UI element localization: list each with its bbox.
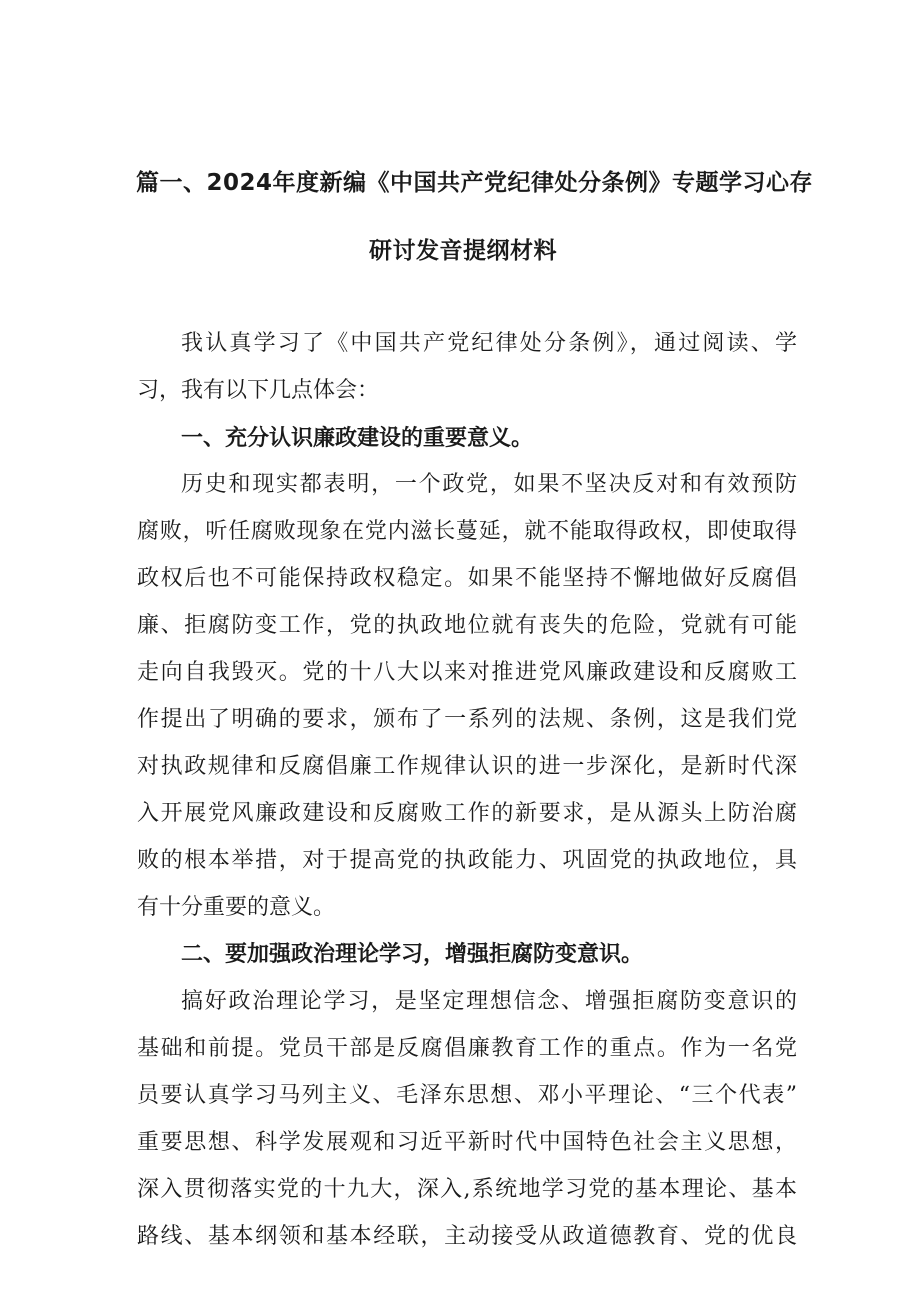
section-1-line-8: 入开展党风廉政建设和反腐败工作的新要求，是从源头上防治腐	[137, 801, 797, 826]
document-title-line-1: 篇一、2024年度新编《中国共产党纪律处分条例》专题学习心存	[136, 170, 814, 196]
intro-line-1: 我认真学习了《中国共产党纪律处分条例》，通过阅读、学	[181, 331, 797, 356]
section-2-line-5: 深入贯彻落实党的十九大，深入,系统地学习党的基本理论、基本	[137, 1177, 797, 1202]
section-1-line-10: 有十分重要的意义。	[137, 895, 336, 920]
section-1-line-1: 历史和现实都表明，一个政党，如果不坚决反对和有效预防	[181, 472, 797, 497]
section-2-line-1: 搞好政治理论学习，是坚定理想信念、增强拒腐防变意识的	[181, 989, 797, 1014]
section-1-heading: 一、充分认识廉政建设的重要意义。	[181, 426, 534, 451]
section-1-line-5: 走向自我毁灭。党的十八大以来对推进党风廉政建设和反腐败工	[137, 660, 797, 685]
section-2-line-4: 重要思想、科学发展观和习近平新时代中国特色社会主义思想，	[137, 1130, 797, 1155]
section-2-heading: 二、要加强政治理论学习，增强拒腐防变意识。	[181, 942, 644, 967]
section-1-line-2: 腐败，听任腐败现象在党内滋长蔓延，就不能取得政权，即使取得	[137, 519, 797, 544]
section-1-line-7: 对执政规律和反腐倡廉工作规律认识的进一步深化，是新时代深	[137, 754, 797, 779]
section-2-line-2: 基础和前提。党员干部是反腐倡廉教育工作的重点。作为一名党	[137, 1036, 797, 1061]
intro-line-2: 习，我有以下几点体会：	[137, 378, 380, 403]
section-1-line-9: 败的根本举措，对于提高党的执政能力、巩固党的执政地位，具	[137, 848, 797, 873]
document-title-line-2: 研讨发音提纲材料	[369, 238, 557, 264]
section-1-line-6: 作提出了明确的要求，颁布了一系列的法规、条例，这是我们党	[137, 707, 797, 732]
section-2-line-3: 员要认真学习马列主义、毛泽东思想、邓小平理论、“三个代表”	[137, 1083, 797, 1108]
section-1-line-3: 政权后也不可能保持政权稳定。如果不能坚持不懈地做好反腐倡	[137, 566, 797, 591]
section-2-line-6: 路线、基本纲领和基本经联，主动接受从政道德教育、党的优良	[137, 1224, 797, 1249]
section-1-line-4: 廉、拒腐防变工作，党的执政地位就有丧失的危险，党就有可能	[137, 613, 797, 638]
